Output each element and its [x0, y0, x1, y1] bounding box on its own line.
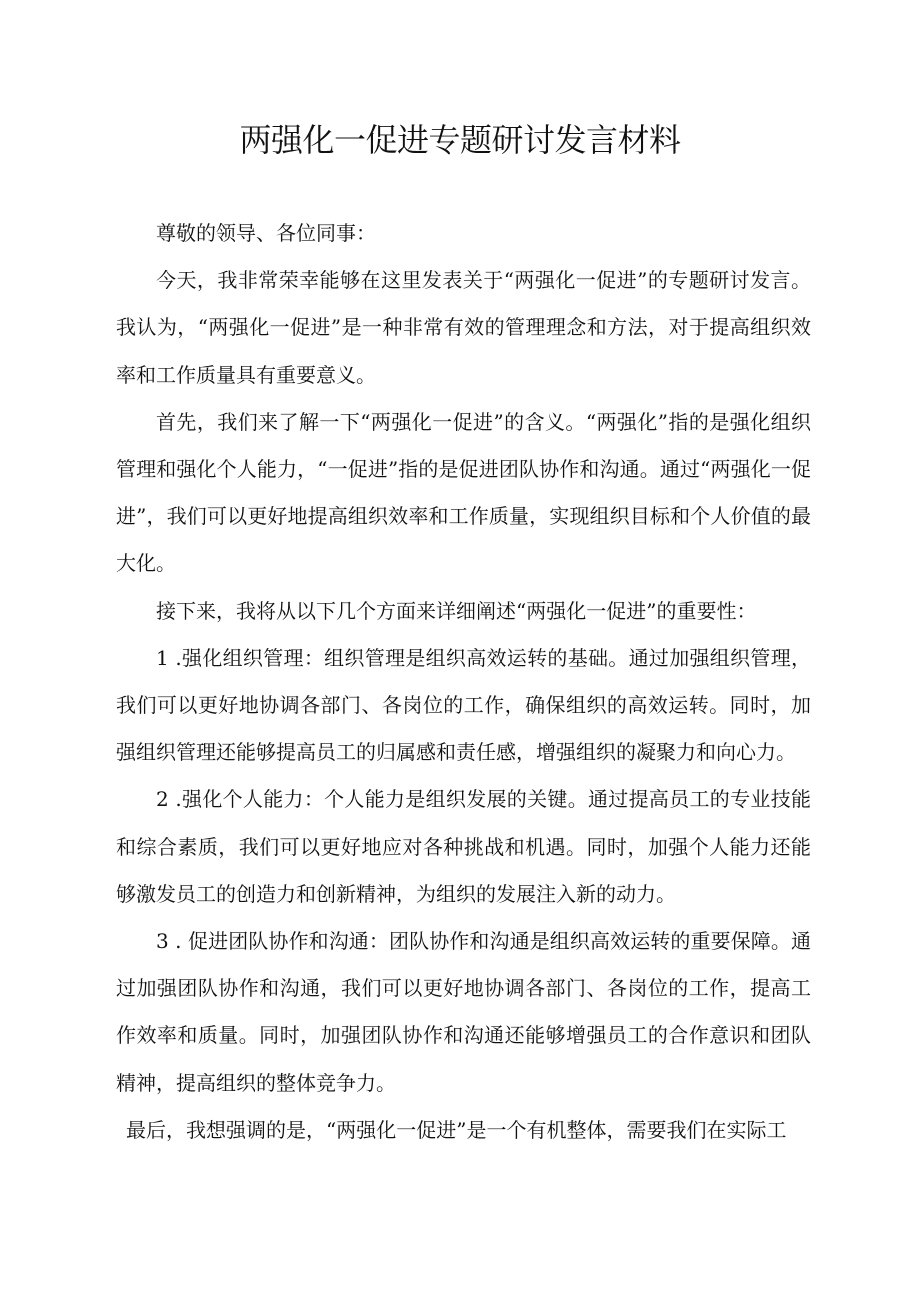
document-title: 两强化一促进专题研讨发言材料 — [239, 121, 681, 159]
paragraph-point-2: 2 .强化个人能力：个人能力是组织发展的关键。通过提高员工的专业技能和综合素质，我们可以更好地应对各种挑战和机遇。同时，加强个人能力还能够激发员工的创造力和创新精神，为组织的发展注入新的动力。 — [116, 787, 811, 906]
document-body — [116, 210, 811, 1154]
paragraph-point-1: 1 .强化组织管理：组织管理是组织高效运转的基础。通过加强组织管理，我们可以更好地协调各部门、各岗位的工作，确保组织的高效运转。同时，加强组织管理还能够提高员工的归属感和责任感，增强组织的凝聚力和向心力。 — [116, 645, 811, 765]
paragraph-transition: 接下来，我将从以下几个方面来详细阐述“两强化一促进”的重要性： — [156, 598, 757, 623]
paragraph-salutation: 尊敬的领导、各位同事： — [156, 221, 376, 245]
paragraph-intro: 今天，我非常荣幸能够在这里发表关于“两强化一促进”的专题研讨发言。我认为，“两强化一促进”是一种非常有效的管理理念和方法，对于提高组织效率和工作质量具有重要意义。 — [116, 268, 811, 387]
paragraph-point-3: 3 . 促进团队协作和沟通：团队协作和沟通是组织高效运转的重要保障。通过加强团队协作和沟通，我们可以更好地协调各部门、各岗位的工作，提高工作效率和质量。同时，加强团队协作和沟通还能够增强员工的合作意识和团队精神，提高组织的整体竞争力。 — [116, 929, 811, 1095]
paragraph-meaning: 首先，我们来了解一下“两强化一促进”的含义。“两强化”指的是强化组织管理和强化个人能力，“一促进”指的是促进团队协作和沟通。通过“两强化一促进”，我们可以更好地提高组织效率和工作质量，实现组织目标和个人价值的最大化。 — [116, 409, 811, 576]
paragraph-conclusion: 最后，我想强调的是，“两强化一促进”是一个有机整体，需要我们在实际工 — [126, 1117, 787, 1142]
